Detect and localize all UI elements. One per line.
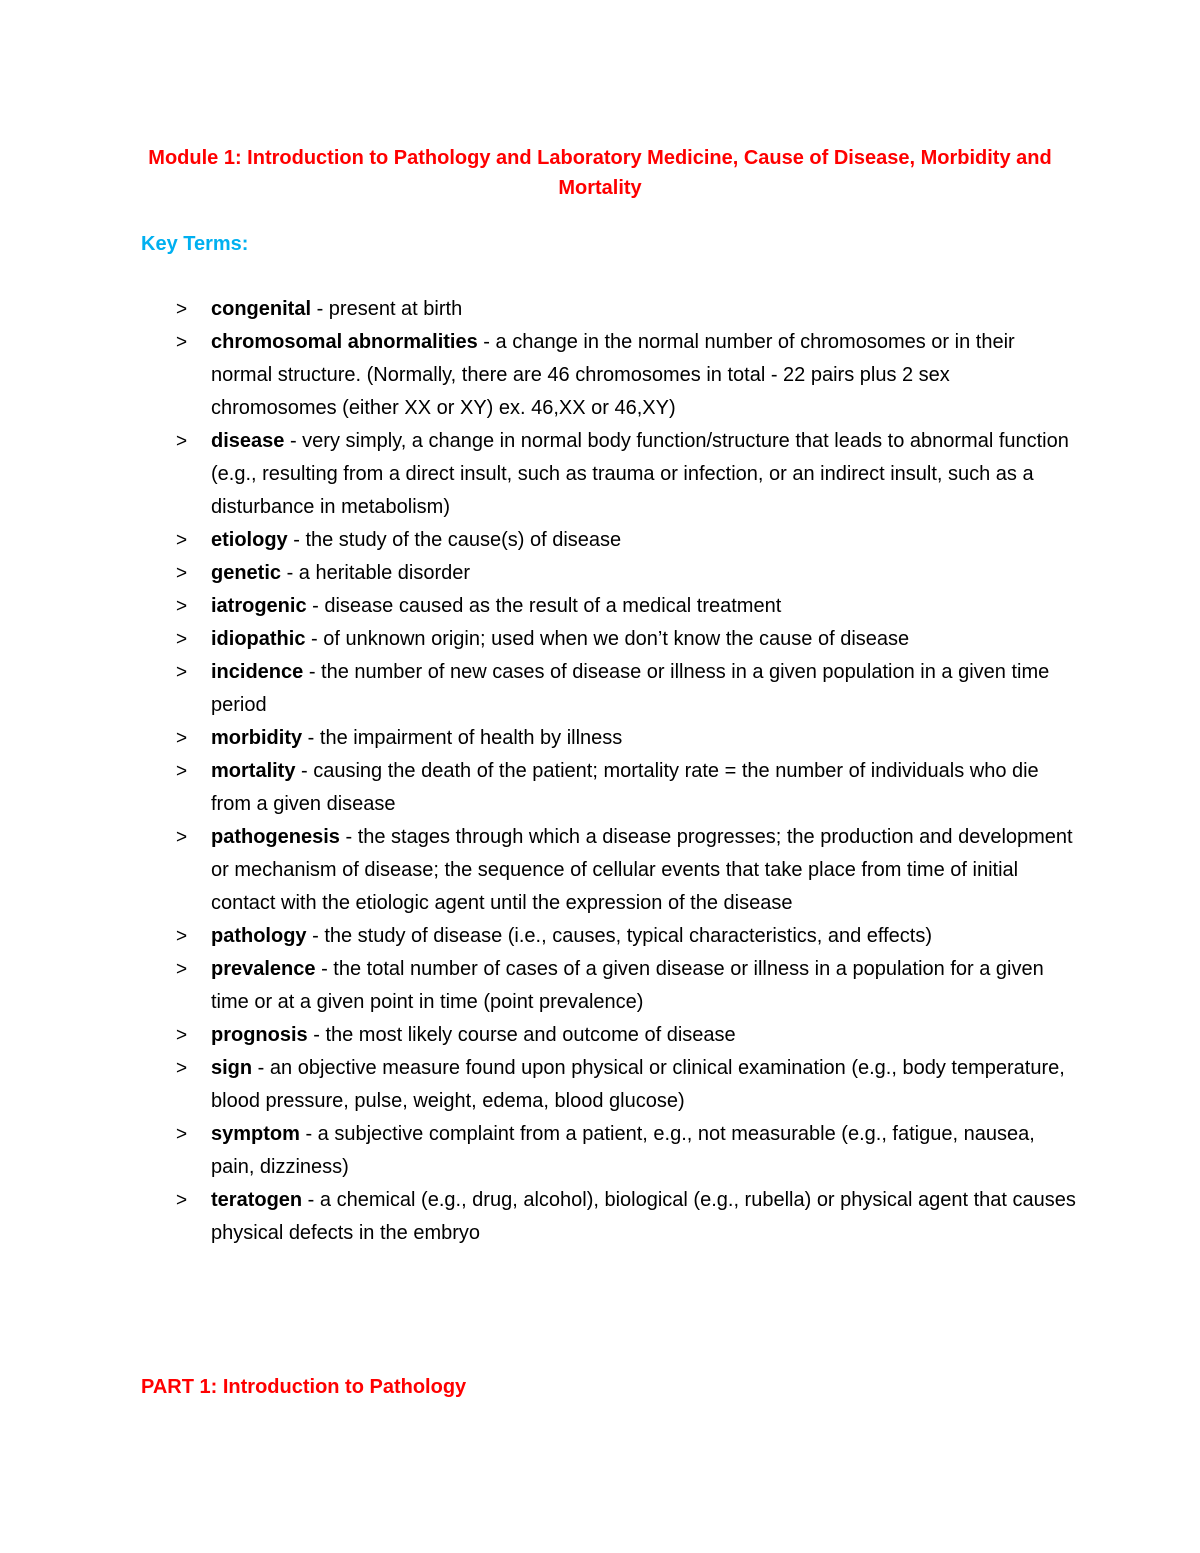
bullet-marker: > [176,332,188,353]
bullet-marker: > [176,728,188,749]
list-item [176,590,1076,623]
term-word: chromosomal abnormalities [211,331,478,353]
term-definition: - the total number of cases of a given disease or illness in a population for a given time or at a given point in time (point prevalence) [211,958,1044,1013]
term-definition: - of unknown origin; used when we don’t know the cause of disease [305,628,910,650]
term-entry [211,821,1076,920]
list-item [176,524,1076,557]
term-entry [211,920,1076,953]
term-entry [211,293,1076,326]
term-word: pathogenesis [211,826,340,848]
list-item [176,1019,1076,1052]
term-word: iatrogenic [211,595,307,617]
term-word: morbidity [211,727,303,749]
term-definition: - the stages through which a disease progresses; the production and development or mechanism of disease; the sequence of cellular events that take place from time of initial contact with the etiologic agent until the expression of the disease [211,826,1073,914]
term-definition: - very simply, a change in normal body function/structure that leads to abnormal function (e.g., resulting from a direct insult, such as trauma or infection, or an indirect insult, such as a disturbance in metabolism) [211,430,1069,518]
bullet-marker: > [176,761,188,782]
term-definition: - the impairment of health by illness [302,727,623,749]
module-title: Module 1: Introduction to Pathology and Laboratory Medicine, Cause of Disease, Morbidity and Mortality [148,147,1052,199]
bullet-marker: > [176,1190,188,1211]
list-item [176,623,1076,656]
term-definition: - the number of new cases of disease or illness in a given population in a given time period [211,661,1050,716]
list-item [176,326,1076,425]
term-word: idiopathic [211,628,306,650]
term-entry [211,1118,1076,1184]
term-entry [211,953,1076,1019]
bullet-marker: > [176,431,188,452]
list-item [176,920,1076,953]
list-item [176,1118,1076,1184]
term-entry [211,656,1076,722]
bullet-marker: > [176,563,188,584]
list-item [176,557,1076,590]
term-word: genetic [211,562,282,584]
bullet-marker: > [176,662,188,683]
term-word: teratogen [211,1189,303,1211]
term-entry [211,755,1076,821]
bullet-marker: > [176,629,188,650]
key-terms-heading: Key Terms: [141,233,249,255]
term-word: prevalence [211,958,316,980]
term-entry [211,1184,1076,1250]
list-item [176,293,1076,326]
part-heading: PART 1: Introduction to Pathology [141,1376,467,1398]
term-definition: - a heritable disorder [281,562,471,584]
term-entry [211,326,1076,425]
list-item [176,821,1076,920]
term-word: prognosis [211,1024,308,1046]
term-definition: - a chemical (e.g., drug, alcohol), biological (e.g., rubella) or physical agent that causes physical defects in the embryo [211,1189,1076,1244]
bullet-marker: > [176,959,188,980]
term-definition: - disease caused as the result of a medical treatment [306,595,782,617]
bullet-marker: > [176,827,188,848]
bullet-marker: > [176,596,188,617]
term-entry [211,1019,1076,1052]
bullet-marker: > [176,530,188,551]
bullet-marker: > [176,1124,188,1145]
list-item [176,755,1076,821]
term-definition: - the study of disease (i.e., causes, typical characteristics, and effects) [306,925,933,947]
list-item [176,722,1076,755]
term-word: congenital [211,298,312,320]
term-definition: - a change in the normal number of chromosomes or in their normal structure. (Normally, there are 46 chromosomes in total - 22 pairs plus 2 sex chromosomes (either XX or XY) ex. 46,XX or 46,XY) [211,331,1015,419]
term-entry [211,722,1076,755]
term-definition: - an objective measure found upon physical or clinical examination (e.g., body temperature, blood pressure, pulse, weight, edema, blood glucose) [211,1057,1065,1112]
bullet-marker: > [176,1025,188,1046]
term-definition: - the most likely course and outcome of disease [307,1024,736,1046]
term-entry [211,623,1076,656]
term-definition: - present at birth [311,298,463,320]
term-word: pathology [211,925,307,947]
list-item [176,1052,1076,1118]
bullet-marker: > [176,1058,188,1079]
term-definition: - causing the death of the patient; mortality rate = the number of individuals who die from a given disease [211,760,1039,815]
term-word: etiology [211,529,288,551]
term-word: sign [211,1057,253,1079]
list-item [176,1184,1076,1250]
term-word: disease [211,430,285,452]
term-definition: - a subjective complaint from a patient, e.g., not measurable (e.g., fatigue, nausea, pain, dizziness) [211,1123,1035,1178]
term-entry [211,524,1076,557]
term-definition: - the study of the cause(s) of disease [287,529,622,551]
bullet-marker: > [176,926,188,947]
list-item [176,425,1076,524]
key-terms-list [176,293,1076,1250]
list-item [176,953,1076,1019]
list-item [176,656,1076,722]
bullet-marker: > [176,299,188,320]
term-word: incidence [211,661,304,683]
term-entry [211,557,1076,590]
term-entry [211,425,1076,524]
term-entry [211,1052,1076,1118]
term-word: mortality [211,760,296,782]
term-entry [211,590,1076,623]
term-word: symptom [211,1123,300,1145]
